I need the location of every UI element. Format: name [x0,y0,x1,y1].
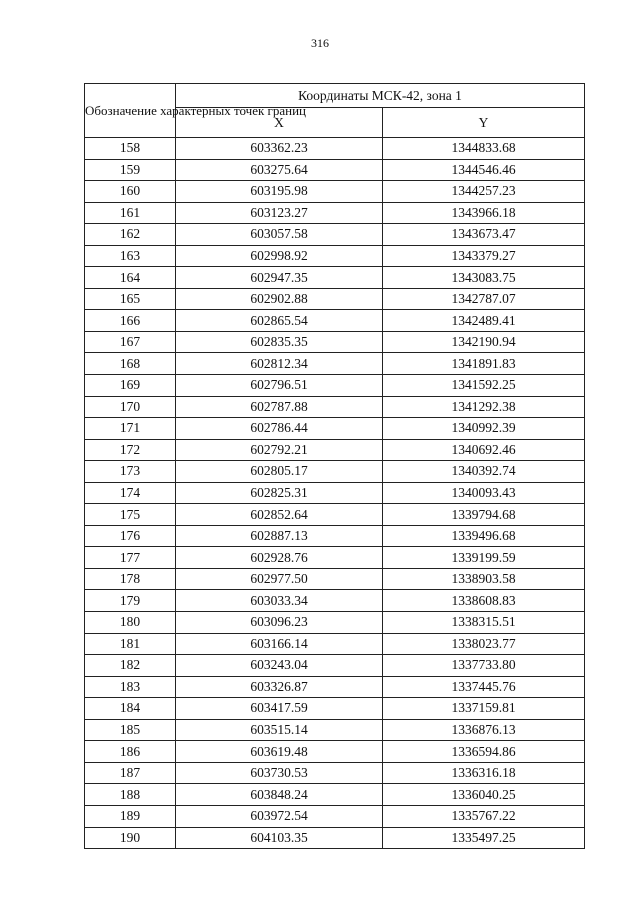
table-row [85,310,585,332]
table-row [85,590,585,612]
cell-x: 603619.48 [176,741,383,763]
cell-y: 1340093.43 [383,482,585,504]
cell-x: 603166.14 [176,633,383,655]
cell-point-id: 159 [85,159,176,181]
cell-point-id: 189 [85,805,176,827]
cell-y: 1338315.51 [383,612,585,634]
table-row [85,331,585,353]
header-coordinates-group: Координаты МСК-42, зона 1 [176,84,585,108]
cell-point-id: 188 [85,784,176,806]
cell-x: 602928.76 [176,547,383,569]
cell-x: 602998.92 [176,245,383,267]
cell-x: 603195.98 [176,181,383,203]
table-row [85,418,585,440]
cell-x: 602796.51 [176,375,383,397]
cell-point-id: 165 [85,288,176,310]
cell-point-id: 185 [85,719,176,741]
cell-x: 602977.50 [176,568,383,590]
cell-point-id: 179 [85,590,176,612]
cell-point-id: 181 [85,633,176,655]
header-y: Y [383,108,585,138]
table-row [85,138,585,160]
cell-y: 1340392.74 [383,461,585,483]
table-row [85,224,585,246]
cell-x: 603243.04 [176,655,383,677]
cell-x: 602902.88 [176,288,383,310]
cell-y: 1335497.25 [383,827,585,849]
cell-x: 603417.59 [176,698,383,720]
cell-x: 603362.23 [176,138,383,160]
cell-y: 1337733.80 [383,655,585,677]
cell-x: 603326.87 [176,676,383,698]
cell-x: 602786.44 [176,418,383,440]
cell-y: 1337159.81 [383,698,585,720]
cell-x: 602787.88 [176,396,383,418]
cell-point-id: 164 [85,267,176,289]
table-row [85,181,585,203]
cell-y: 1343673.47 [383,224,585,246]
cell-point-id: 176 [85,525,176,547]
cell-point-id: 173 [85,461,176,483]
cell-y: 1341891.83 [383,353,585,375]
cell-point-id: 190 [85,827,176,849]
cell-point-id: 180 [85,612,176,634]
cell-x: 602825.31 [176,482,383,504]
table-row [85,827,585,849]
table-row [85,719,585,741]
cell-y: 1336594.86 [383,741,585,763]
cell-y: 1342787.07 [383,288,585,310]
cell-y: 1337445.76 [383,676,585,698]
cell-point-id: 160 [85,181,176,203]
cell-point-id: 163 [85,245,176,267]
cell-y: 1338023.77 [383,633,585,655]
cell-point-id: 178 [85,568,176,590]
cell-y: 1339496.68 [383,525,585,547]
cell-y: 1342489.41 [383,310,585,332]
table-row [85,353,585,375]
cell-point-id: 187 [85,762,176,784]
cell-x: 602887.13 [176,525,383,547]
cell-y: 1336316.18 [383,762,585,784]
cell-y: 1344546.46 [383,159,585,181]
cell-y: 1340692.46 [383,439,585,461]
cell-x: 602835.35 [176,331,383,353]
table-row [85,633,585,655]
cell-x: 602812.34 [176,353,383,375]
table-row [85,267,585,289]
table-row [85,159,585,181]
cell-point-id: 175 [85,504,176,526]
cell-y: 1344833.68 [383,138,585,160]
cell-x: 602792.21 [176,439,383,461]
cell-x: 603033.34 [176,590,383,612]
table-row [85,375,585,397]
cell-point-id: 177 [85,547,176,569]
table-row [85,525,585,547]
cell-point-id: 184 [85,698,176,720]
cell-point-id: 183 [85,676,176,698]
table-row [85,568,585,590]
table-row [85,612,585,634]
table-header [85,84,585,138]
table-row [85,439,585,461]
cell-point-id: 172 [85,439,176,461]
cell-y: 1343379.27 [383,245,585,267]
table-row [85,396,585,418]
cell-x: 603123.27 [176,202,383,224]
table-row [85,288,585,310]
cell-point-id: 168 [85,353,176,375]
cell-point-id: 182 [85,655,176,677]
page-number: 316 [311,36,329,50]
cell-x: 603096.23 [176,612,383,634]
cell-point-id: 170 [85,396,176,418]
cell-y: 1338903.58 [383,568,585,590]
cell-point-id: 186 [85,741,176,763]
cell-point-id: 171 [85,418,176,440]
cell-x: 604103.35 [176,827,383,849]
table-body [85,138,585,849]
cell-y: 1341592.25 [383,375,585,397]
cell-point-id: 174 [85,482,176,504]
cell-point-id: 161 [85,202,176,224]
cell-point-id: 167 [85,331,176,353]
cell-point-id: 162 [85,224,176,246]
cell-x: 603730.53 [176,762,383,784]
cell-y: 1339794.68 [383,504,585,526]
cell-x: 602852.64 [176,504,383,526]
cell-y: 1335767.22 [383,805,585,827]
cell-y: 1338608.83 [383,590,585,612]
table-row [85,741,585,763]
cell-point-id: 169 [85,375,176,397]
cell-y: 1339199.59 [383,547,585,569]
table-row [85,762,585,784]
cell-y: 1336876.13 [383,719,585,741]
cell-y: 1343966.18 [383,202,585,224]
table-row [85,805,585,827]
cell-x: 602947.35 [176,267,383,289]
table-row [85,504,585,526]
coordinates-table [84,83,585,849]
table-row [85,676,585,698]
cell-x: 603275.64 [176,159,383,181]
table-row [85,698,585,720]
header-x: X [176,108,383,138]
cell-x: 602865.54 [176,310,383,332]
table-row [85,482,585,504]
table-row [85,655,585,677]
cell-y: 1336040.25 [383,784,585,806]
cell-y: 1342190.94 [383,331,585,353]
cell-x: 603057.58 [176,224,383,246]
header-point-label: Обозначение характерных точек границ [85,84,176,138]
table-row [85,245,585,267]
cell-y: 1344257.23 [383,181,585,203]
table-row [85,784,585,806]
cell-x: 603972.54 [176,805,383,827]
cell-y: 1343083.75 [383,267,585,289]
cell-point-id: 166 [85,310,176,332]
cell-point-id: 158 [85,138,176,160]
cell-x: 603848.24 [176,784,383,806]
cell-x: 603515.14 [176,719,383,741]
table-row [85,547,585,569]
table-row [85,202,585,224]
cell-y: 1340992.39 [383,418,585,440]
table-row [85,461,585,483]
cell-y: 1341292.38 [383,396,585,418]
cell-x: 602805.17 [176,461,383,483]
